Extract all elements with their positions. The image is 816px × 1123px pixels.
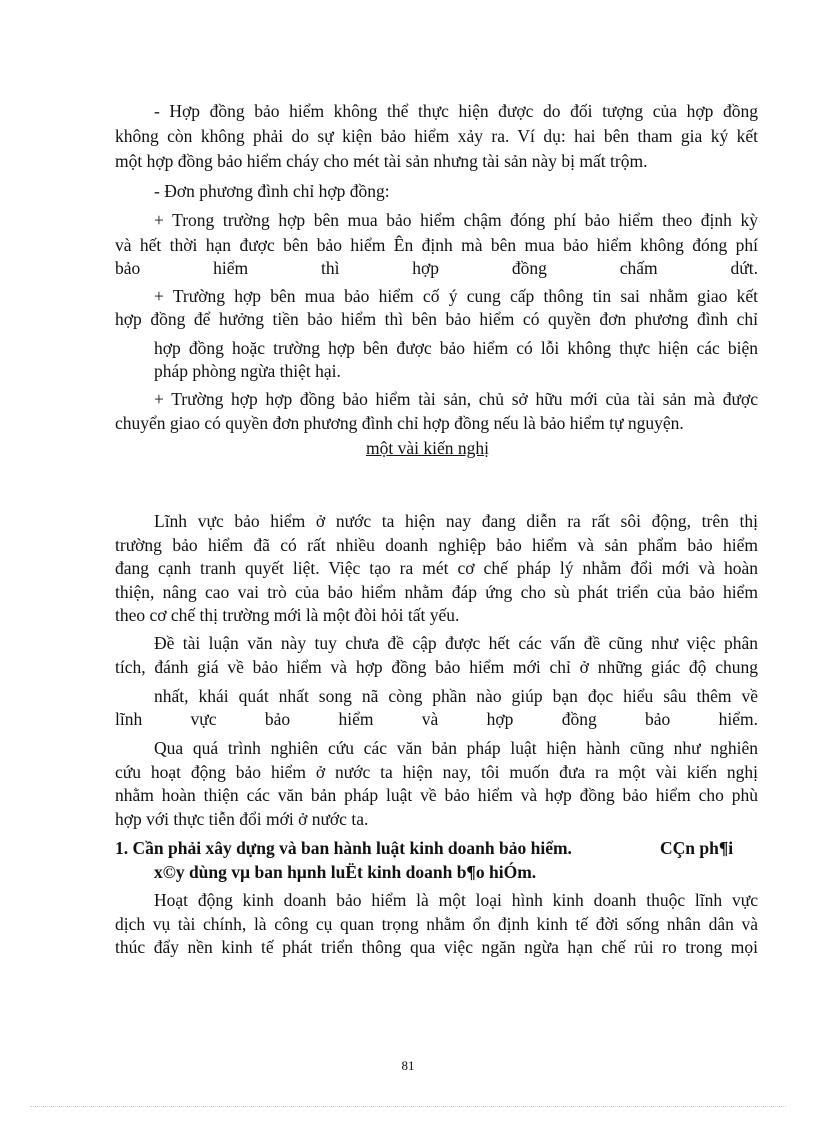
section-title-garbled: x©y dùng vµ ban hµnh luËt kinh doanh b¶o hiÓm. bbox=[154, 862, 537, 882]
text-line: dịch vụ tài chính, là công cụ quan trọng nhằm ổn định kinh tế đời sống nhân dân và bbox=[115, 914, 758, 934]
text-line: - Hợp đồng bảo hiểm không thể thực hiện được do đối tượng của hợp đồng bbox=[154, 101, 758, 121]
text-line: trường bảo hiểm đã có rất nhiều doanh nghiệp bảo hiểm và sản phẩm bảo hiểm bbox=[115, 535, 758, 555]
text-line: - Đơn phương đình chỉ hợp đồng: bbox=[154, 181, 390, 201]
text-line: Hoạt động kinh doanh bảo hiểm là một loại hình kinh doanh thuộc lĩnh vực bbox=[154, 890, 758, 910]
text-line: + Trường hợp hợp đồng bảo hiểm tài sản, chủ sở hữu mới của tài sản mà được bbox=[154, 389, 758, 409]
section-title: 1. Cần phải xây dựng và ban hành luật kinh doanh bảo hiểm. bbox=[115, 838, 572, 858]
text-line: + Trường hợp bên mua bảo hiểm cố ý cung cấp thông tin sai nhằm giao kết bbox=[154, 286, 758, 306]
text-line: không còn không phải do sự kiện bảo hiểm xảy ra. Ví dụ: hai bên tham gia ký kết bbox=[115, 126, 758, 146]
text-line: Qua quá trình nghiên cứu các văn bản pháp luật hiện hành cũng như nghiên bbox=[154, 738, 758, 758]
text-line: cứu hoạt động bảo hiểm ở nước ta hiện nay, tôi muốn đưa ra một vài kiến nghị bbox=[115, 762, 758, 782]
text-line: đang cạnh tranh quyết liệt. Việc tạo ra mét cơ chế pháp lý nhằm đổi mới và hoàn bbox=[115, 558, 758, 578]
text-line: tích, đánh giá về bảo hiểm và hợp đồng bảo hiểm mới chỉ ở những giác độ chung bbox=[115, 657, 758, 677]
text-line: Đề tài luận văn này tuy chưa đề cập được hết các vấn đề cũng như việc phân bbox=[154, 633, 758, 653]
text-line: và hết thời hạn được bên bảo hiểm Ên định mà bên mua bảo hiểm không đóng phí bbox=[115, 235, 758, 255]
text-line: Lĩnh vực bảo hiểm ở nước ta hiện nay đang diễn ra rất sôi động, trên thị bbox=[154, 511, 758, 531]
text-line: lĩnh vực bảo hiểm và hợp đồng bảo hiểm. bbox=[115, 709, 758, 729]
text-line: pháp phòng ngừa thiệt hại. bbox=[154, 361, 341, 381]
text-line: + Trong trường hợp bên mua bảo hiểm chậm đóng phí bảo hiểm theo định kỳ bbox=[154, 210, 758, 230]
text-line: hợp đồng hoặc trường hợp bên được bảo hiểm có lỗi không thực hiện các biện bbox=[154, 338, 758, 358]
footer-divider bbox=[30, 1106, 786, 1107]
text-line: một hợp đồng bảo hiểm cháy cho mét tài sản nhưng tài sản này bị mất trộm. bbox=[115, 151, 648, 171]
text-line: nhất, khái quát nhất song nã còng phần nào giúp bạn đọc hiểu sâu thêm về bbox=[154, 686, 758, 706]
page-number: 81 bbox=[401, 1058, 415, 1073]
section-heading: một vài kiến nghị bbox=[366, 438, 489, 458]
text-line: chuyển giao có quyền đơn phương đình chỉ hợp đồng nếu là bảo hiểm tự nguyện. bbox=[115, 413, 684, 433]
text-line: hợp đồng để hưởng tiền bảo hiểm thì bên bảo hiểm có quyền đơn phương đình chỉ bbox=[115, 309, 758, 329]
section-title-garbled: CÇn ph¶i bbox=[660, 838, 734, 858]
text-line: bảo hiểm thì hợp đồng chấm dứt. bbox=[115, 258, 758, 278]
text-line: theo cơ chế thị trường mới là một đòi hỏi tất yếu. bbox=[115, 605, 460, 625]
text-line: thiện, nâng cao vai trò của bảo hiểm nhằm đáp ứng cho sù phát triển của bảo hiểm bbox=[115, 582, 758, 602]
text-line: nhằm hoàn thiện các văn bản pháp luật về bảo hiểm và hợp đồng bảo hiểm cho phù bbox=[115, 785, 758, 805]
text-line: thúc đẩy nền kinh tế phát triển thông qua việc ngăn ngừa hạn chế rủi ro trong mọi bbox=[115, 937, 758, 957]
text-line: hợp với thực tiễn đổi mới ở nước ta. bbox=[115, 809, 369, 829]
